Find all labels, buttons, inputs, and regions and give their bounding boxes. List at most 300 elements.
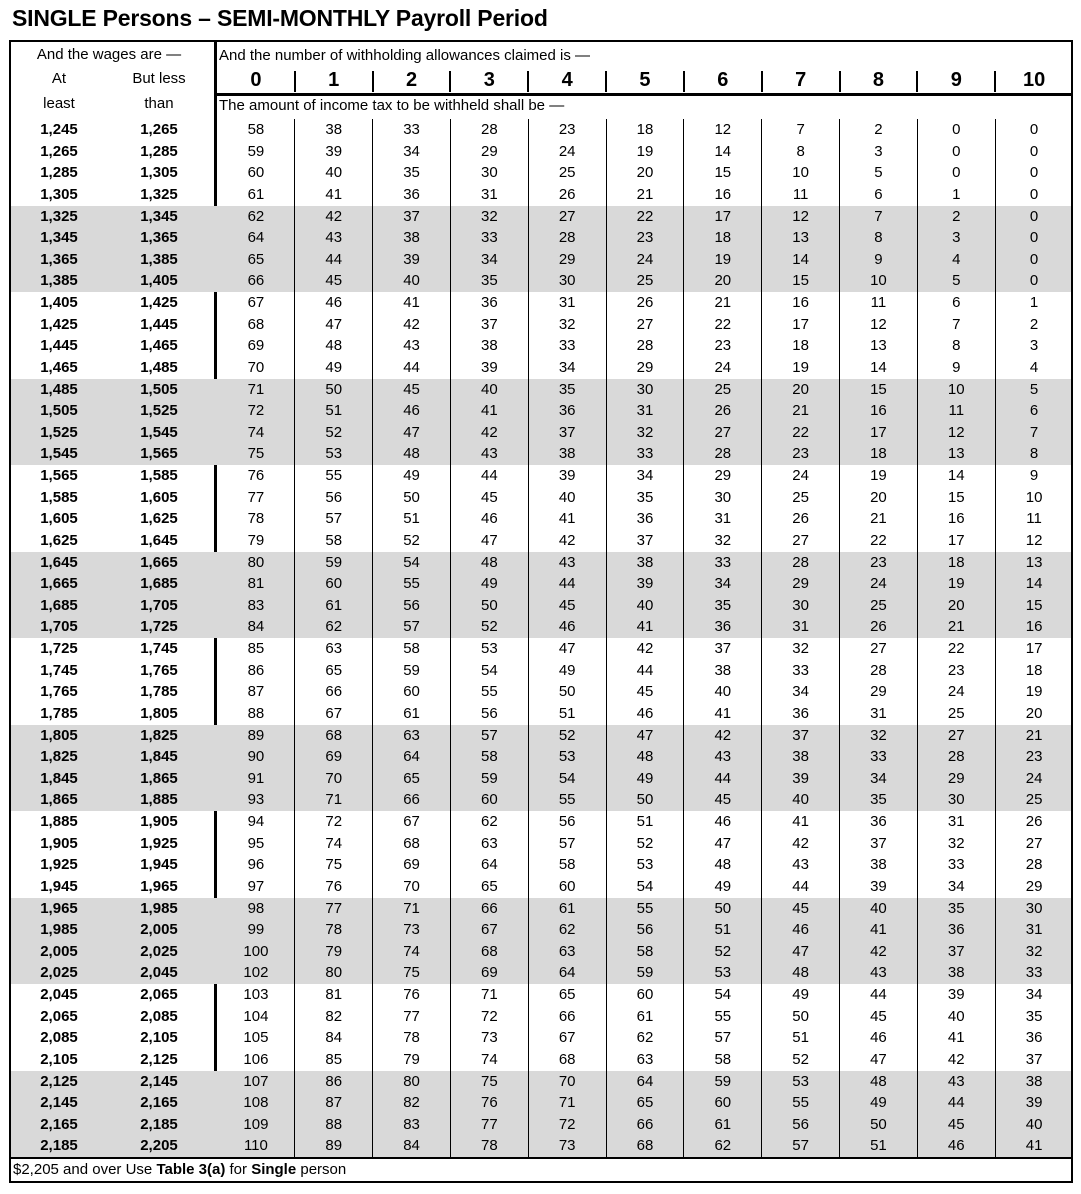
withholding-amount-cell: 17 — [792, 315, 809, 333]
wage-at-least-cell: 2,045 — [40, 986, 78, 1003]
withholding-amount-cell: 103 — [243, 986, 269, 1003]
withholding-amount-cell: 29 — [870, 683, 887, 701]
table-row — [11, 681, 1071, 703]
withholding-amount-cell: 52 — [481, 618, 498, 636]
page-title: SINGLE Persons – SEMI-MONTHLY Payroll Period — [12, 5, 548, 31]
footer-note — [13, 1159, 346, 1181]
withholding-amount-cell: 32 — [792, 640, 809, 657]
withholding-amount-cell: 62 — [558, 921, 576, 939]
withholding-amount-cell: 56 — [558, 813, 576, 830]
withholding-amount-cell: 65 — [325, 661, 343, 679]
withholding-amount-cell: 58 — [714, 1050, 732, 1068]
withholding-amount-cell: 97 — [247, 877, 265, 895]
withholding-amount-cell: 39 — [403, 250, 420, 268]
withholding-amount-cell: 65 — [558, 986, 576, 1003]
withholding-amount-cell: 73 — [558, 1137, 576, 1155]
withholding-amount-cell: 34 — [870, 769, 887, 787]
withholding-amount-cell: 6 — [952, 294, 961, 311]
withholding-amount-cell: 21 — [792, 402, 809, 420]
withholding-amount-cell: 18 — [947, 553, 965, 571]
allowances-caption: And the number of withholding allowances claimed is — — [219, 47, 591, 64]
withholding-amount-cell: 42 — [947, 1050, 965, 1068]
withholding-amount-cell: 46 — [325, 294, 343, 311]
wage-at-least-cell: 1,585 — [40, 488, 78, 506]
wage-but-less-than-cell: 1,325 — [140, 185, 178, 203]
withholding-amount-cell: 30 — [558, 272, 576, 290]
allowance-header-9: 9 — [950, 69, 962, 91]
column-divider — [917, 119, 918, 1157]
table-row — [11, 573, 1071, 595]
withholding-amount-cell: 74 — [403, 942, 420, 960]
withholding-amount-cell: 12 — [792, 207, 809, 225]
withholding-amount-cell: 33 — [714, 553, 732, 571]
withholding-amount-cell: 11 — [792, 185, 809, 203]
withholding-amount-cell: 42 — [481, 423, 498, 441]
withholding-amount-cell: 53 — [636, 856, 654, 874]
allowance-header-0: 0 — [250, 69, 262, 91]
wage-at-least-cell: 1,805 — [40, 726, 78, 744]
withholding-amount-cell: 42 — [714, 726, 732, 744]
withholding-amount-cell: 63 — [558, 942, 576, 960]
withholding-amount-cell: 22 — [636, 207, 654, 225]
allowance-header-2: 2 — [405, 69, 418, 91]
withholding-amount-cell: 55 — [481, 683, 498, 701]
withholding-amount-cell: 80 — [247, 553, 265, 571]
withholding-amount-cell: 9 — [874, 250, 883, 268]
withholding-amount-cell: 105 — [243, 1029, 269, 1047]
but-less-than-header-line2: than — [144, 95, 174, 112]
withholding-amount-cell: 40 — [481, 380, 498, 398]
withholding-amount-cell: 49 — [481, 575, 498, 593]
withholding-amount-cell: 0 — [1029, 272, 1039, 290]
withholding-amount-cell: 26 — [558, 185, 576, 203]
withholding-amount-cell: 83 — [247, 596, 265, 614]
withholding-amount-cell: 25 — [636, 272, 654, 290]
withholding-amount-cell: 19 — [947, 575, 965, 593]
withholding-amount-cell: 40 — [558, 488, 576, 506]
withholding-amount-cell: 59 — [325, 553, 343, 571]
withholding-amount-cell: 36 — [947, 921, 965, 939]
withholding-amount-cell: 83 — [403, 1115, 420, 1133]
table-row — [11, 919, 1071, 941]
withholding-amount-cell: 16 — [1025, 618, 1043, 636]
withholding-amount-cell: 37 — [481, 315, 498, 333]
withholding-amount-cell: 35 — [870, 791, 887, 809]
table-row — [11, 227, 1071, 249]
wage-but-less-than-cell: 1,605 — [140, 488, 178, 506]
withholding-amount-cell: 76 — [247, 467, 265, 484]
wage-at-least-cell: 2,025 — [40, 964, 78, 982]
withholding-amount-cell: 44 — [947, 1094, 965, 1112]
withholding-amount-cell: 33 — [403, 121, 420, 138]
withholding-amount-cell: 75 — [403, 964, 420, 982]
withholding-amount-cell: 33 — [947, 856, 965, 874]
withholding-amount-cell: 34 — [1025, 986, 1043, 1003]
withholding-amount-cell: 11 — [870, 294, 887, 311]
withholding-amount-cell: 61 — [714, 1115, 732, 1133]
withholding-amount-cell: 23 — [714, 337, 732, 355]
withholding-amount-cell: 7 — [874, 207, 883, 225]
withholding-amount-cell: 24 — [558, 142, 576, 160]
withholding-amount-cell: 54 — [714, 986, 732, 1003]
withholding-amount-cell: 15 — [792, 272, 809, 290]
withholding-amount-cell: 19 — [870, 467, 887, 484]
withholding-amount-cell: 52 — [403, 531, 420, 549]
withholding-amount-cell: 49 — [870, 1094, 887, 1112]
withholding-amount-cell: 15 — [714, 164, 732, 182]
wage-but-less-than-cell: 1,685 — [140, 575, 178, 593]
withholding-amount-cell: 57 — [403, 618, 420, 636]
withholding-amount-cell: 28 — [558, 229, 576, 247]
wage-but-less-than-cell: 1,345 — [140, 207, 178, 225]
withholding-amount-cell: 55 — [403, 575, 420, 593]
table-row — [11, 962, 1071, 984]
withholding-amount-cell: 37 — [558, 423, 576, 441]
wage-but-less-than-cell: 1,505 — [140, 380, 178, 398]
withholding-amount-cell: 51 — [325, 402, 343, 420]
withholding-amount-cell: 61 — [558, 899, 576, 917]
wage-at-least-cell: 1,245 — [40, 121, 78, 138]
withholding-amount-cell: 57 — [792, 1137, 809, 1155]
allowance-header-3: 3 — [483, 69, 495, 91]
withholding-amount-cell: 8 — [1029, 445, 1039, 463]
withholding-amount-cell: 48 — [636, 748, 654, 766]
header-rule — [217, 93, 1073, 96]
withholding-amount-cell: 42 — [870, 942, 887, 960]
withholding-amount-cell: 56 — [403, 596, 420, 614]
withholding-amount-cell: 41 — [870, 921, 887, 939]
table-row — [11, 1006, 1071, 1028]
withholding-amount-cell: 44 — [870, 986, 887, 1003]
wage-at-least-cell: 2,085 — [40, 1029, 78, 1047]
withholding-amount-cell: 47 — [481, 531, 498, 549]
wage-but-less-than-cell: 1,265 — [140, 121, 178, 138]
withholding-amount-cell: 46 — [558, 618, 576, 636]
withholding-amount-cell: 14 — [792, 250, 809, 268]
withholding-amount-cell: 79 — [325, 942, 343, 960]
table-row — [11, 725, 1071, 747]
wage-at-least-cell: 1,785 — [40, 704, 78, 722]
withholding-amount-cell: 0 — [1029, 121, 1039, 138]
withholding-amount-cell: 45 — [403, 380, 420, 398]
withholding-amount-cell: 61 — [403, 704, 420, 722]
withholding-amount-cell: 71 — [558, 1094, 576, 1112]
wage-at-least-cell: 1,625 — [40, 531, 78, 549]
withholding-amount-cell: 91 — [247, 769, 265, 787]
withholding-amount-cell: 80 — [325, 964, 343, 982]
wage-at-least-cell: 1,945 — [40, 877, 78, 895]
withholding-amount-cell: 61 — [636, 1007, 654, 1025]
withholding-amount-cell: 43 — [947, 1072, 965, 1090]
withholding-amount-cell: 53 — [792, 1072, 809, 1090]
withholding-amount-cell: 27 — [558, 207, 576, 225]
withholding-amount-cell: 40 — [947, 1007, 965, 1025]
withholding-amount-cell: 40 — [1025, 1115, 1043, 1133]
allowance-header-8: 8 — [872, 69, 884, 91]
withholding-amount-cell: 68 — [481, 942, 498, 960]
withholding-amount-cell: 71 — [247, 380, 265, 398]
withholding-amount-cell: 0 — [952, 121, 961, 138]
withholding-amount-cell: 15 — [1025, 596, 1043, 614]
withholding-amount-cell: 25 — [1025, 791, 1043, 809]
wage-but-less-than-cell: 1,365 — [140, 229, 178, 247]
withholding-amount-cell: 72 — [558, 1115, 576, 1133]
table-row — [11, 1135, 1071, 1157]
wage-but-less-than-cell: 1,625 — [140, 510, 178, 528]
table-row — [11, 811, 1071, 833]
withholding-amount-cell: 63 — [403, 726, 420, 744]
table-row — [11, 206, 1071, 228]
withholding-amount-cell: 29 — [792, 575, 809, 593]
wage-but-less-than-cell: 1,425 — [140, 294, 178, 311]
withholding-amount-cell: 43 — [325, 229, 343, 247]
withholding-amount-cell: 68 — [558, 1050, 576, 1068]
withholding-amount-cell: 25 — [870, 596, 887, 614]
at-least-header-line2: least — [43, 95, 75, 112]
withholding-amount-cell: 98 — [247, 899, 265, 917]
table-row — [11, 422, 1071, 444]
withholding-amount-cell: 38 — [714, 661, 732, 679]
withholding-amount-cell: 74 — [481, 1050, 498, 1068]
column-divider — [995, 119, 996, 1157]
withholding-amount-cell: 96 — [247, 856, 265, 874]
wage-at-least-cell: 1,605 — [40, 510, 78, 528]
withholding-amount-cell: 33 — [558, 337, 576, 355]
withholding-amount-cell: 43 — [403, 337, 420, 355]
withholding-amount-cell: 46 — [403, 402, 420, 420]
withholding-amount-cell: 19 — [792, 358, 809, 376]
withholding-amount-cell: 15 — [870, 380, 887, 398]
withholding-amount-cell: 2 — [1029, 315, 1039, 333]
column-divider — [839, 119, 840, 1157]
table-row — [11, 789, 1071, 811]
withholding-amount-cell: 21 — [870, 510, 887, 528]
withholding-amount-cell: 80 — [403, 1072, 420, 1090]
withholding-amount-cell: 36 — [558, 402, 576, 420]
withholding-amount-cell: 48 — [714, 856, 732, 874]
withholding-amount-cell: 32 — [870, 726, 887, 744]
wage-at-least-cell: 1,965 — [40, 899, 78, 917]
withholding-amount-cell: 10 — [947, 380, 965, 398]
withholding-amount-cell: 37 — [947, 942, 965, 960]
withholding-amount-cell: 0 — [1029, 229, 1039, 247]
wage-but-less-than-cell: 1,665 — [140, 553, 178, 571]
withholding-amount-cell: 36 — [403, 185, 420, 203]
withholding-amount-cell: 0 — [1029, 142, 1039, 160]
withholding-amount-cell: 3 — [874, 142, 883, 160]
withholding-amount-cell: 25 — [947, 704, 965, 722]
withholding-amount-cell: 28 — [636, 337, 654, 355]
withholding-amount-cell: 67 — [558, 1029, 576, 1047]
withholding-amount-cell: 22 — [947, 640, 965, 657]
withholding-amount-cell: 18 — [636, 121, 654, 138]
allowance-header-divider — [839, 71, 841, 92]
withholding-amount-cell: 41 — [636, 618, 654, 636]
withholding-amount-cell: 28 — [714, 445, 732, 463]
withholding-amount-cell: 53 — [481, 640, 498, 657]
withholding-amount-cell: 54 — [403, 553, 420, 571]
wage-but-less-than-cell: 1,925 — [140, 834, 178, 852]
withholding-amount-cell: 17 — [947, 531, 965, 549]
withholding-amount-cell: 45 — [636, 683, 654, 701]
wage-but-less-than-cell: 2,125 — [140, 1050, 178, 1068]
withholding-amount-cell: 27 — [636, 315, 654, 333]
wage-but-less-than-cell: 1,305 — [140, 164, 178, 182]
withholding-amount-cell: 49 — [325, 358, 343, 376]
table-row — [11, 292, 1071, 314]
wage-at-least-cell: 1,525 — [40, 423, 78, 441]
withholding-amount-cell: 47 — [792, 942, 809, 960]
withholding-amount-cell: 2 — [952, 207, 961, 225]
withholding-amount-cell: 34 — [481, 250, 498, 268]
wage-but-less-than-cell: 1,385 — [140, 250, 178, 268]
wage-at-least-cell: 1,725 — [40, 640, 78, 657]
allowance-header-divider — [683, 71, 685, 92]
withholding-amount-cell: 43 — [792, 856, 809, 874]
wage-at-least-cell: 1,545 — [40, 445, 78, 463]
withholding-amount-cell: 85 — [325, 1050, 343, 1068]
withholding-amount-cell: 47 — [636, 726, 654, 744]
column-divider — [683, 119, 684, 1157]
table-row — [11, 638, 1071, 660]
withholding-amount-cell: 26 — [636, 294, 654, 311]
withholding-amount-cell: 76 — [403, 986, 420, 1003]
allowance-header-divider — [449, 71, 451, 92]
withholding-amount-cell: 76 — [325, 877, 343, 895]
withholding-amount-cell: 49 — [792, 986, 809, 1003]
withholding-amount-cell: 57 — [481, 726, 498, 744]
withholding-amount-cell: 55 — [636, 899, 654, 917]
withholding-amount-cell: 51 — [636, 813, 654, 830]
footer-prefix: $2,205 and over Use — [13, 1161, 157, 1178]
withholding-amount-cell: 26 — [714, 402, 732, 420]
withholding-amount-cell: 16 — [714, 185, 732, 203]
withholding-amount-cell: 44 — [325, 250, 343, 268]
wage-but-less-than-cell: 1,745 — [140, 640, 178, 657]
withholding-amount-cell: 36 — [792, 704, 809, 722]
withholding-amount-cell: 17 — [714, 207, 732, 225]
withholding-amount-cell: 32 — [558, 315, 576, 333]
withholding-amount-cell: 50 — [558, 683, 576, 701]
allowance-number-header — [217, 67, 1073, 93]
withholding-amount-cell: 12 — [947, 423, 965, 441]
table-row — [11, 1049, 1071, 1071]
wage-but-less-than-cell: 2,005 — [140, 921, 178, 939]
withholding-amount-cell: 35 — [714, 596, 732, 614]
withholding-amount-cell: 30 — [1025, 899, 1043, 917]
withholding-amount-cell: 40 — [636, 596, 654, 614]
wage-but-less-than-cell: 1,705 — [140, 596, 178, 614]
withholding-amount-cell: 35 — [947, 899, 965, 917]
withholding-amount-cell: 37 — [714, 640, 732, 657]
withholding-amount-cell: 60 — [558, 877, 576, 895]
withholding-amount-cell: 26 — [1025, 813, 1043, 830]
wage-but-less-than-cell: 2,045 — [140, 964, 178, 982]
withholding-amount-cell: 69 — [247, 337, 265, 355]
table-row — [11, 141, 1071, 163]
withholding-amount-cell: 56 — [325, 488, 343, 506]
withholding-amount-cell: 58 — [481, 748, 498, 766]
withholding-amount-cell: 18 — [792, 337, 809, 355]
withholding-amount-cell: 33 — [481, 229, 498, 247]
withholding-amount-cell: 75 — [325, 856, 343, 874]
withholding-amount-cell: 48 — [481, 553, 498, 571]
withholding-amount-cell: 7 — [1029, 423, 1039, 441]
wage-but-less-than-cell: 1,965 — [140, 877, 178, 895]
table-row — [11, 487, 1071, 509]
withholding-amount-cell: 48 — [403, 445, 420, 463]
withholding-amount-cell: 93 — [247, 791, 265, 809]
withholding-amount-cell: 64 — [636, 1072, 654, 1090]
wage-but-less-than-cell: 1,845 — [140, 748, 178, 766]
withholding-amount-cell: 62 — [481, 813, 498, 830]
withholding-amount-cell: 51 — [792, 1029, 809, 1047]
footer-suffix: person — [296, 1161, 347, 1178]
allowance-header-4: 4 — [561, 69, 573, 91]
withholding-amount-cell: 23 — [636, 229, 654, 247]
withholding-amount-cell: 50 — [636, 791, 654, 809]
withholding-amount-cell: 52 — [636, 834, 654, 852]
withholding-amount-cell: 6 — [874, 185, 883, 203]
withholding-amount-cell: 33 — [636, 445, 654, 463]
withholding-amount-cell: 43 — [481, 445, 498, 463]
withholding-amount-cell: 39 — [325, 142, 343, 160]
withholding-amount-cell: 56 — [481, 704, 498, 722]
wage-at-least-cell: 1,985 — [40, 921, 78, 939]
wage-at-least-cell: 1,845 — [40, 769, 78, 787]
withholding-amount-cell: 3 — [1029, 337, 1039, 355]
allowance-header-divider — [994, 71, 996, 92]
withholding-amount-cell: 77 — [247, 488, 265, 506]
withholding-amount-cell: 61 — [247, 185, 265, 203]
withholding-amount-cell: 58 — [325, 531, 343, 549]
withholding-amount-cell: 27 — [792, 531, 809, 549]
withholding-amount-cell: 53 — [558, 748, 576, 766]
withholding-amount-cell: 11 — [1026, 510, 1042, 528]
allowance-header-6: 6 — [717, 69, 729, 91]
withholding-amount-cell: 46 — [870, 1029, 887, 1047]
withholding-amount-cell: 34 — [558, 358, 576, 376]
withholding-amount-cell: 86 — [325, 1072, 343, 1090]
withholding-amount-cell: 23 — [1025, 748, 1043, 766]
withholding-amount-cell: 1 — [952, 185, 961, 203]
wage-but-less-than-cell: 1,285 — [140, 142, 178, 160]
withholding-amount-cell: 55 — [325, 467, 343, 484]
wage-at-least-cell: 1,385 — [40, 272, 78, 290]
table-row — [11, 854, 1071, 876]
withholding-amount-cell: 63 — [636, 1050, 654, 1068]
withholding-amount-cell: 58 — [247, 121, 265, 138]
withholding-amount-cell: 52 — [792, 1050, 809, 1068]
withholding-amount-cell: 65 — [481, 877, 498, 895]
withholding-amount-cell: 67 — [403, 813, 420, 830]
wage-but-less-than-cell: 1,985 — [140, 899, 178, 917]
withholding-amount-cell: 9 — [1029, 467, 1039, 484]
withholding-amount-cell: 46 — [481, 510, 498, 528]
table-row — [11, 184, 1071, 206]
table-row — [11, 335, 1071, 357]
withholding-amount-cell: 32 — [481, 207, 498, 225]
withholding-amount-cell: 20 — [714, 272, 732, 290]
withholding-amount-cell: 84 — [247, 618, 265, 636]
withholding-amount-cell: 62 — [636, 1029, 654, 1047]
withholding-amount-cell: 30 — [714, 488, 732, 506]
wage-but-less-than-cell: 1,865 — [140, 769, 178, 787]
table-row — [11, 941, 1071, 963]
wage-at-least-cell: 1,765 — [40, 683, 78, 701]
table-row — [11, 1092, 1071, 1114]
withholding-amount-cell: 15 — [947, 488, 965, 506]
